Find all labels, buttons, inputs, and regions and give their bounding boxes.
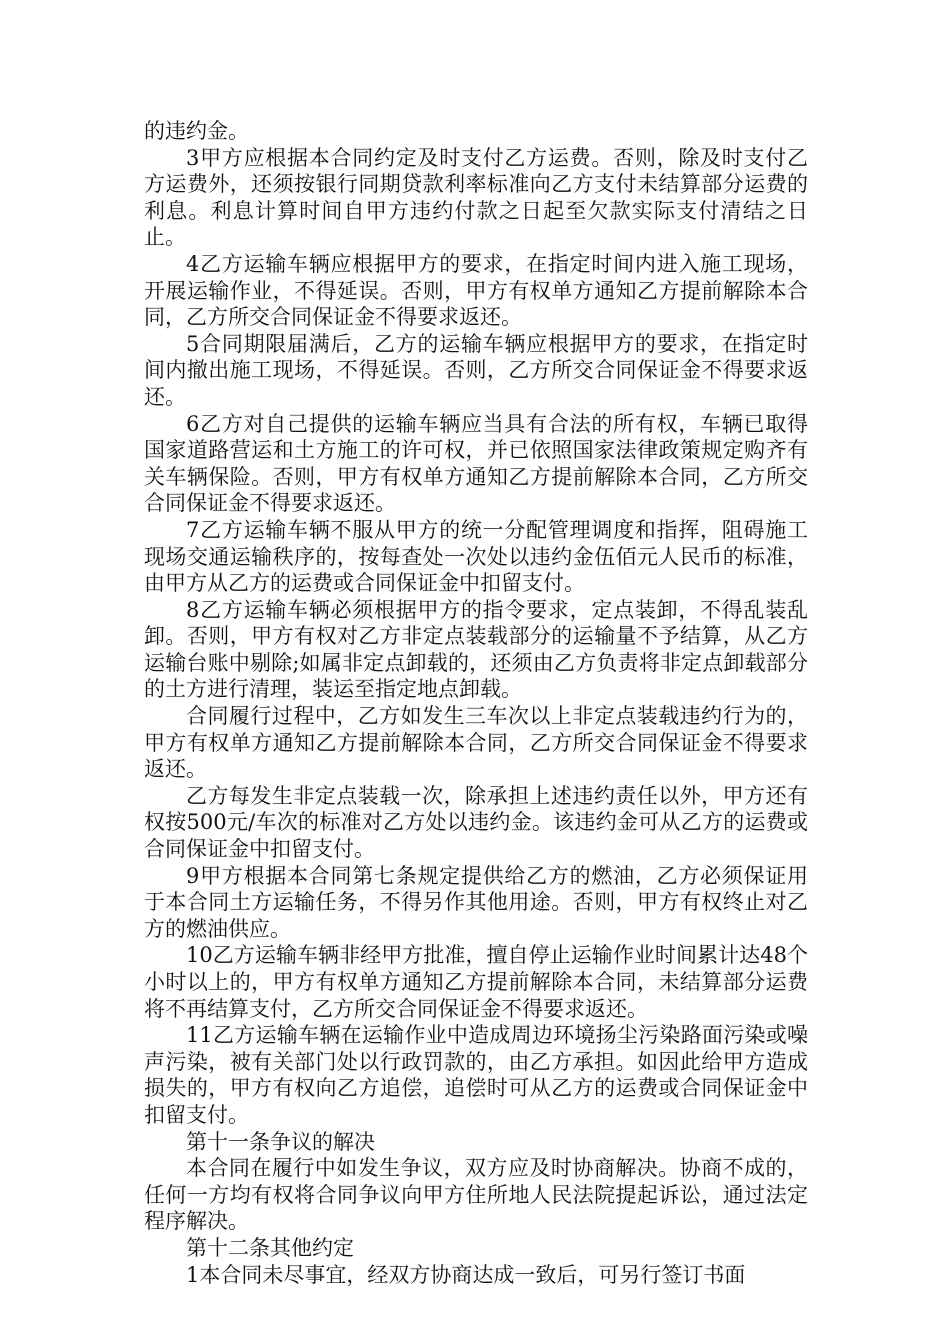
clause-4-entry: 4乙方运输车辆应根据甲方的要求，在指定时间内进入施工现场，开展运输作业，不得延误。否则，甲方有权单方通知乙方提前解除本合同，乙方所交合同保证金不得要求返还。 xyxy=(144,251,808,330)
section-heading-other: 第十二条其他约定 xyxy=(186,1235,354,1260)
section-heading-dispute: 第十一条争议的解决 xyxy=(186,1129,375,1154)
clause-7-dispatch: 7乙方运输车辆不服从甲方的统一分配管理调度和指挥，阻碍施工现场交通运输秩序的，按每查处一次处以违约金伍佰元人民币的标准，由甲方从乙方的运费或合同保证金中扣留支付。 xyxy=(144,517,808,596)
clause-8-repeat-violation: 合同履行过程中，乙方如发生三车次以上非定点装载违约行为的，甲方有权单方通知乙方提前解除本合同，乙方所交合同保证金不得要求返还。 xyxy=(144,704,808,782)
clause-9-fuel: 9甲方根据本合同第七条规定提供给乙方的燃油，乙方必须保证用于本合同土方运输任务，不得另作其他用途。否则，甲方有权终止对乙方的燃油供应。 xyxy=(144,863,808,941)
clause-11-pollution: 11乙方运输车辆在运输作业中造成周边环境扬尘污染路面污染或噪声污染，被有关部门处以行政罚款的，由乙方承担。如因此给甲方造成损失的，甲方有权向乙方追偿，追偿时可从乙方的运费或合同保证金中扣留支付。 xyxy=(144,1023,808,1127)
clause-8-penalty: 乙方每发生非定点装载一次，除承担上述违约责任以外，甲方还有权按500元/车次的标准对乙方处以违约金。该违约金可从乙方的运费或合同保证金中扣留支付。 xyxy=(144,783,808,862)
document-page xyxy=(144,118,808,1288)
clause-6-ownership: 6乙方对自己提供的运输车辆应当具有合法的所有权，车辆已取得国家道路营运和土方施工的许可权，并已依照国家法律政策规定购齐有关车辆保险。否则，甲方有权单方通知乙方提前解除本合同，乙方所交合同保证金不得要求返还。 xyxy=(144,411,808,516)
clause-10-stoppage: 10乙方运输车辆非经甲方批准，擅自停止运输作业时间累计达48个小时以上的，甲方有权单方通知乙方提前解除本合同，未结算部分运费将不再结算支付，乙方所交合同保证金不得要求返还。 xyxy=(144,943,808,1021)
paragraph-continuation: 的违约金。 xyxy=(144,119,249,143)
dispute-resolution-text: 本合同在履行中如发生争议，双方应及时协商解决。协商不成的，任何一方均有权将合同争议向甲方住所地人民法院提起诉讼，通过法定程序解决。 xyxy=(144,1156,808,1234)
clause-5-withdrawal: 5合同期限届满后，乙方的运输车辆应根据甲方的要求，在指定时间内撤出施工现场，不得延误。否则，乙方所交合同保证金不得要求返还。 xyxy=(144,331,808,409)
clause-3-payment: 3甲方应根据本合同约定及时支付乙方运费。否则，除及时支付乙方运费外，还须按银行同期贷款利率标准向乙方支付未结算部分运费的利息。利息计算时间自甲方违约付款之日起至欠款实际支付清结之日止。 xyxy=(144,145,808,250)
other-clause-1: 1本合同未尽事宜，经双方协商达成一致后，可另行签订书面 xyxy=(186,1262,746,1287)
clause-8-loading: 8乙方运输车辆必须根据甲方的指令要求，定点装卸，不得乱装乱卸。否则，甲方有权对乙方非定点装载部分的运输量不予结算，从乙方运输台账中剔除;如属非定点卸载的，还须由乙方负责将非定点卸载部分的土方进行清理，装运至指定地点卸载。 xyxy=(144,597,808,702)
